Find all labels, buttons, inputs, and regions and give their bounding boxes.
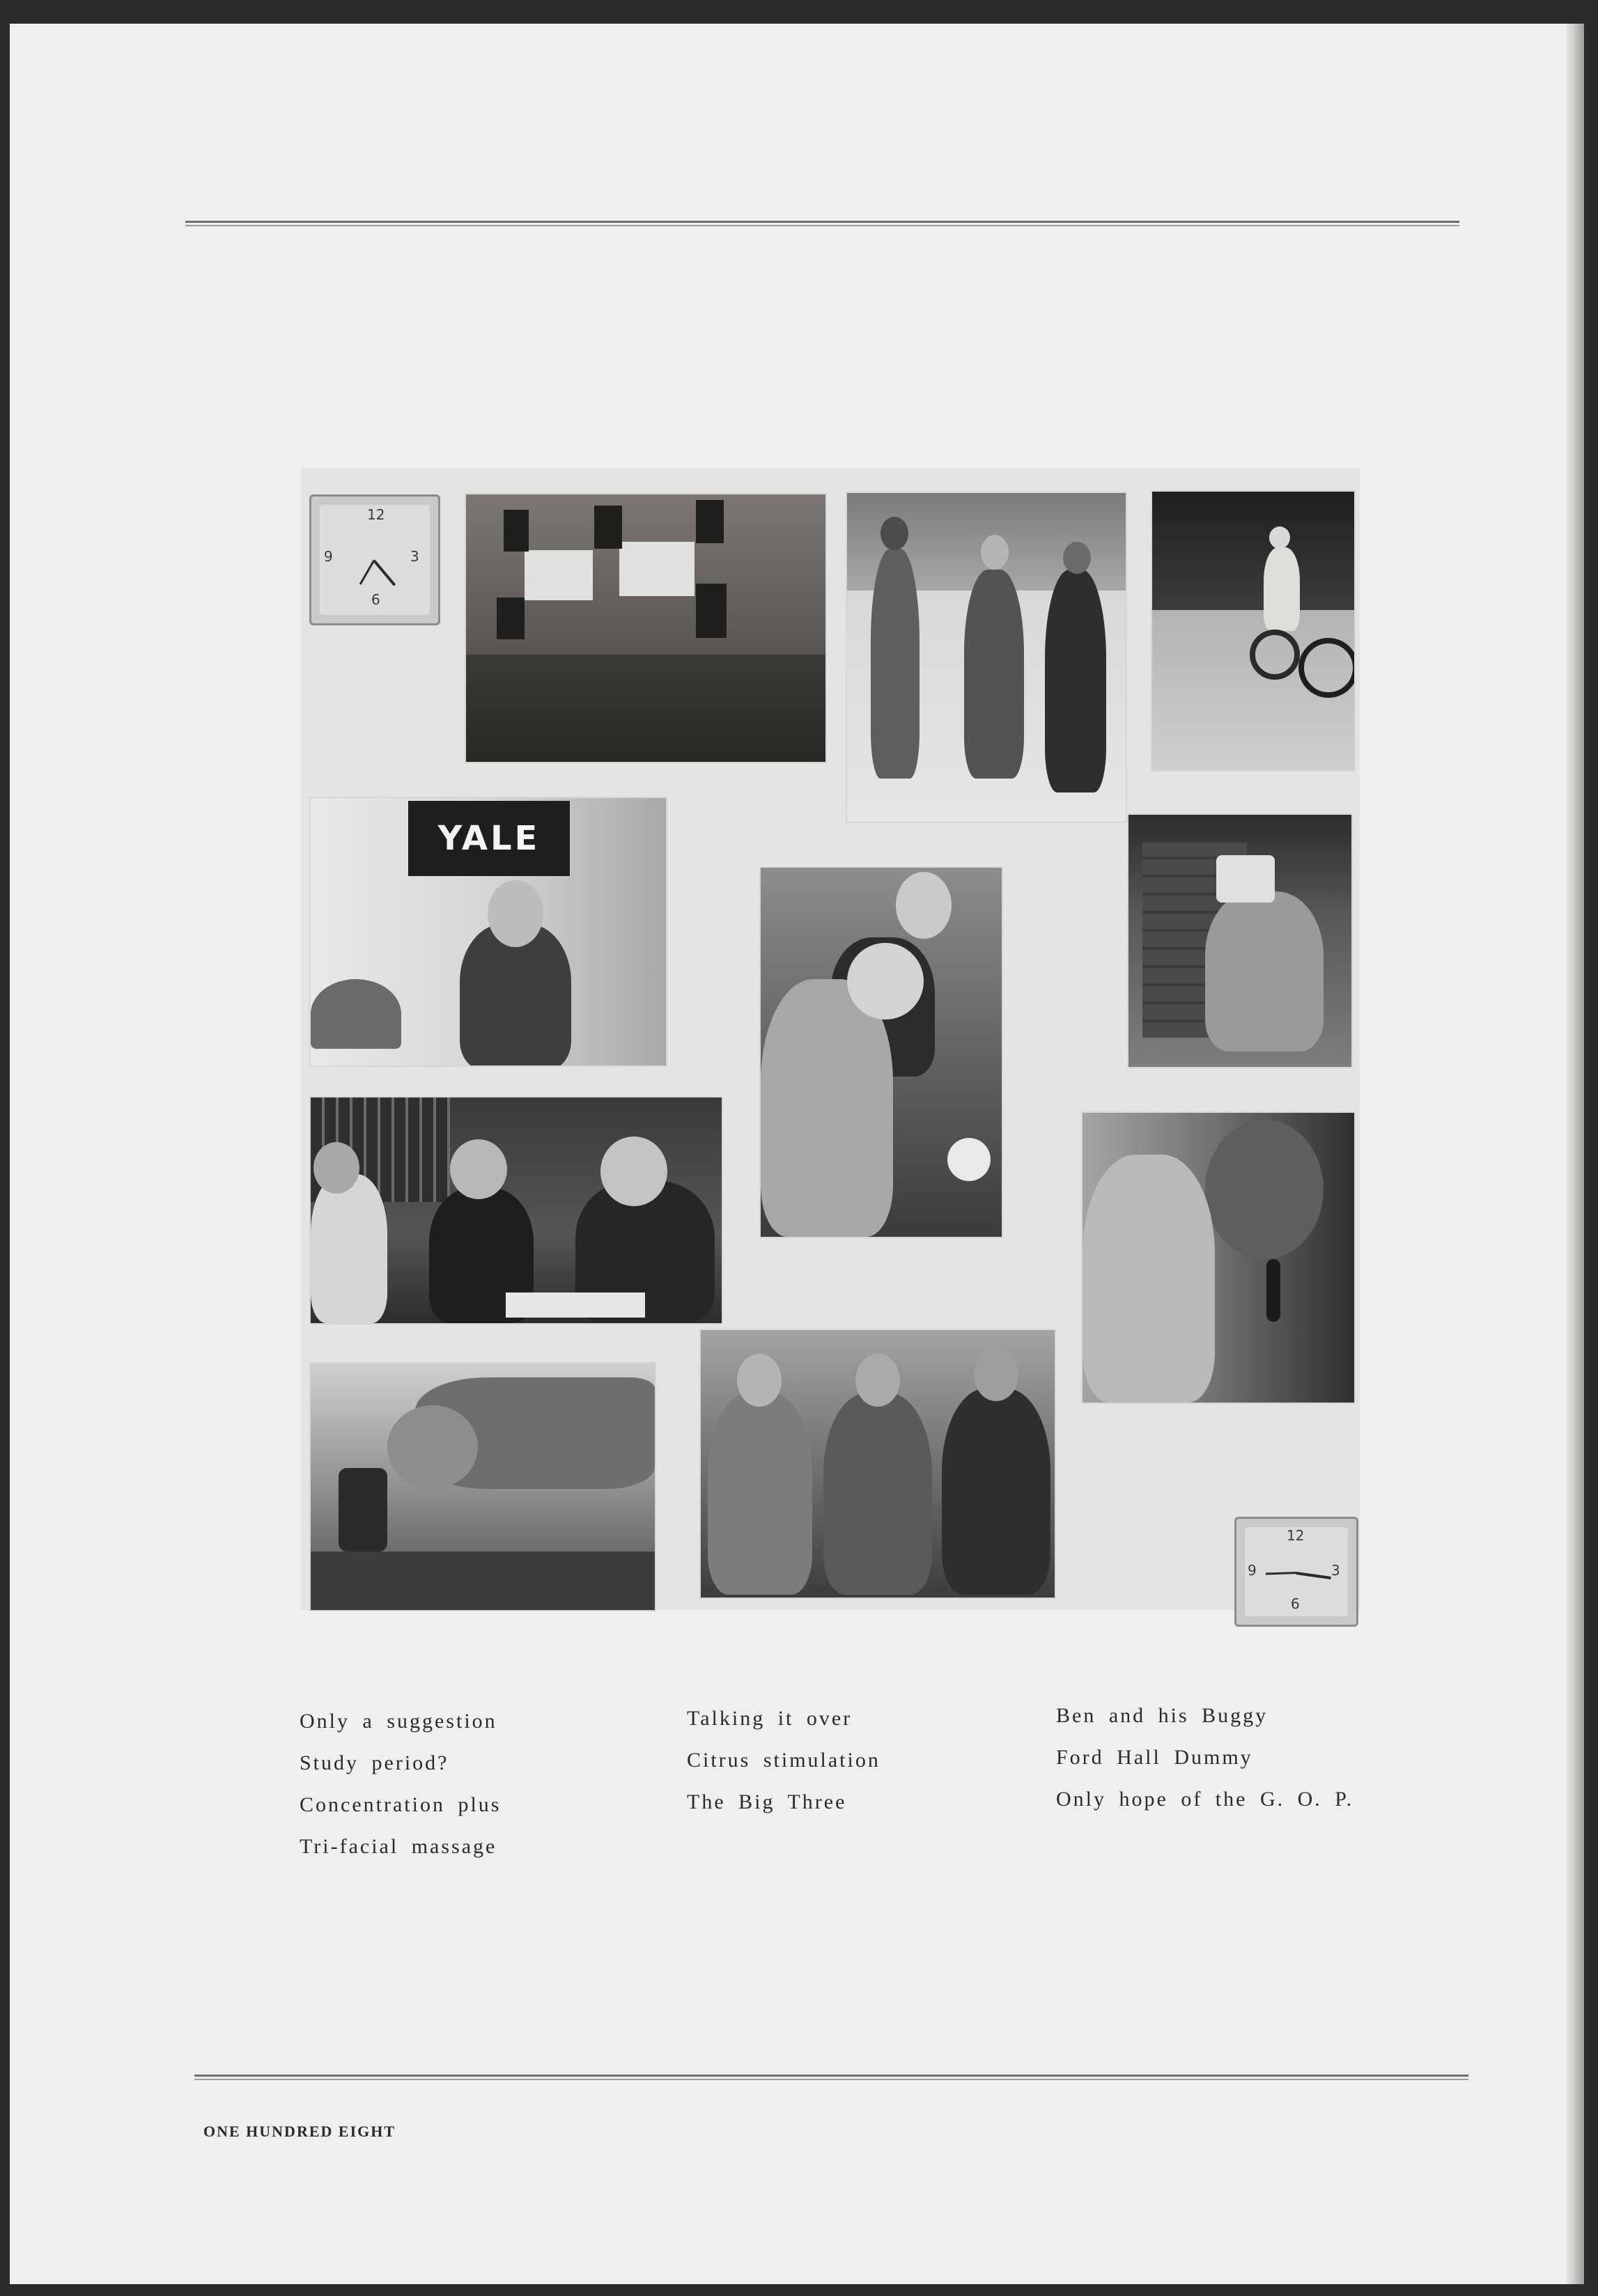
photo-ford-hall-dummy [1127,813,1353,1068]
clock-numeral: 3 [410,548,419,565]
clock-hand [1296,1572,1331,1579]
figure-head [1205,1120,1324,1259]
bottom-rule [194,2075,1468,2080]
figure-head [981,535,1009,570]
yale-pennant: YALE [408,801,570,876]
pipe [1266,1259,1280,1322]
caption: Only hope of the G. O. P. [1056,1788,1354,1811]
clock-numeral: 9 [1248,1562,1257,1579]
caption-column-left [300,1701,501,1868]
figure-student [942,1389,1050,1595]
caption: Only a suggestion [300,1710,497,1733]
figure-student [311,1174,387,1323]
photo-study-period [309,1096,723,1325]
open-book [506,1293,645,1318]
caption-column-middle [687,1698,881,1823]
clock-face [320,505,430,615]
photo-big-three [699,1329,1056,1599]
figure-head [847,943,924,1020]
dorm-window-banner [619,542,695,596]
buggy-wheel [1298,638,1356,698]
figure-student [823,1393,932,1595]
figure-head [488,880,543,947]
caption-column-right [1056,1695,1353,1820]
figure-head [974,1348,1018,1401]
figure-professor [964,570,1024,779]
photo-collage [301,468,1360,1610]
clock-numeral: 12 [1287,1527,1305,1544]
clock-face [1245,1527,1348,1616]
faucet [339,1468,387,1552]
clock-photo-bottom-right [1234,1517,1358,1627]
clock-numeral: 6 [1291,1595,1300,1612]
photo-citrus-stimulation [759,866,1003,1238]
figure-head [1269,526,1290,549]
photo-tri-facial-massage [309,1362,656,1611]
caption: Ben and his Buggy [1056,1704,1269,1727]
figure-head [896,872,952,939]
desk-lamp [311,979,401,1049]
photo-skaters-talking [846,492,1127,823]
caption: Talking it over [687,1707,853,1730]
caption: Ford Hall Dummy [1056,1746,1253,1769]
figure-head [737,1354,782,1407]
figure-head [881,517,908,550]
caption: Concentration plus [300,1793,502,1816]
photo-yale-pennant-room [309,797,667,1067]
photo-pipe-smoker [1081,1111,1356,1404]
caption: The Big Three [687,1790,847,1813]
sink [311,1552,655,1610]
clock-photo-top-left [309,494,440,625]
clock-numeral: 6 [371,591,380,608]
photo-ben-and-buggy [1151,490,1356,772]
figure-student [708,1393,812,1595]
figure-student [761,979,893,1237]
clock-hand [373,560,396,586]
caption: Tri-facial massage [300,1835,497,1858]
figure-head [313,1142,359,1194]
figure-student [1045,570,1106,792]
clock-numeral: 3 [1331,1562,1340,1579]
citrus-fruit [947,1138,991,1181]
dorm-window-banner [525,550,593,600]
figure-dummy [1205,891,1324,1052]
figure-head [600,1137,667,1206]
clock-hand [1266,1572,1296,1575]
yearbook-page [10,24,1584,2284]
photo-dormitory-banners [465,493,827,763]
figure-head [1063,542,1091,574]
figure-ben [1264,547,1300,631]
page-spine-edge [1566,24,1584,2284]
figure-skater [871,549,920,779]
top-rule [185,221,1459,226]
clock-hand [359,560,375,585]
caption: Citrus stimulation [687,1749,881,1772]
buggy-wheel [1250,630,1300,680]
caption: Study period? [300,1751,449,1774]
figure-head [387,1405,478,1489]
figure-student [1083,1155,1215,1403]
page-folio: ONE HUNDRED EIGHT [203,2123,396,2140]
clock-numeral: 9 [324,548,333,565]
figure-head [855,1354,900,1407]
figure-head [450,1139,507,1199]
figure-head [1216,855,1275,903]
clock-numeral: 12 [367,506,385,523]
